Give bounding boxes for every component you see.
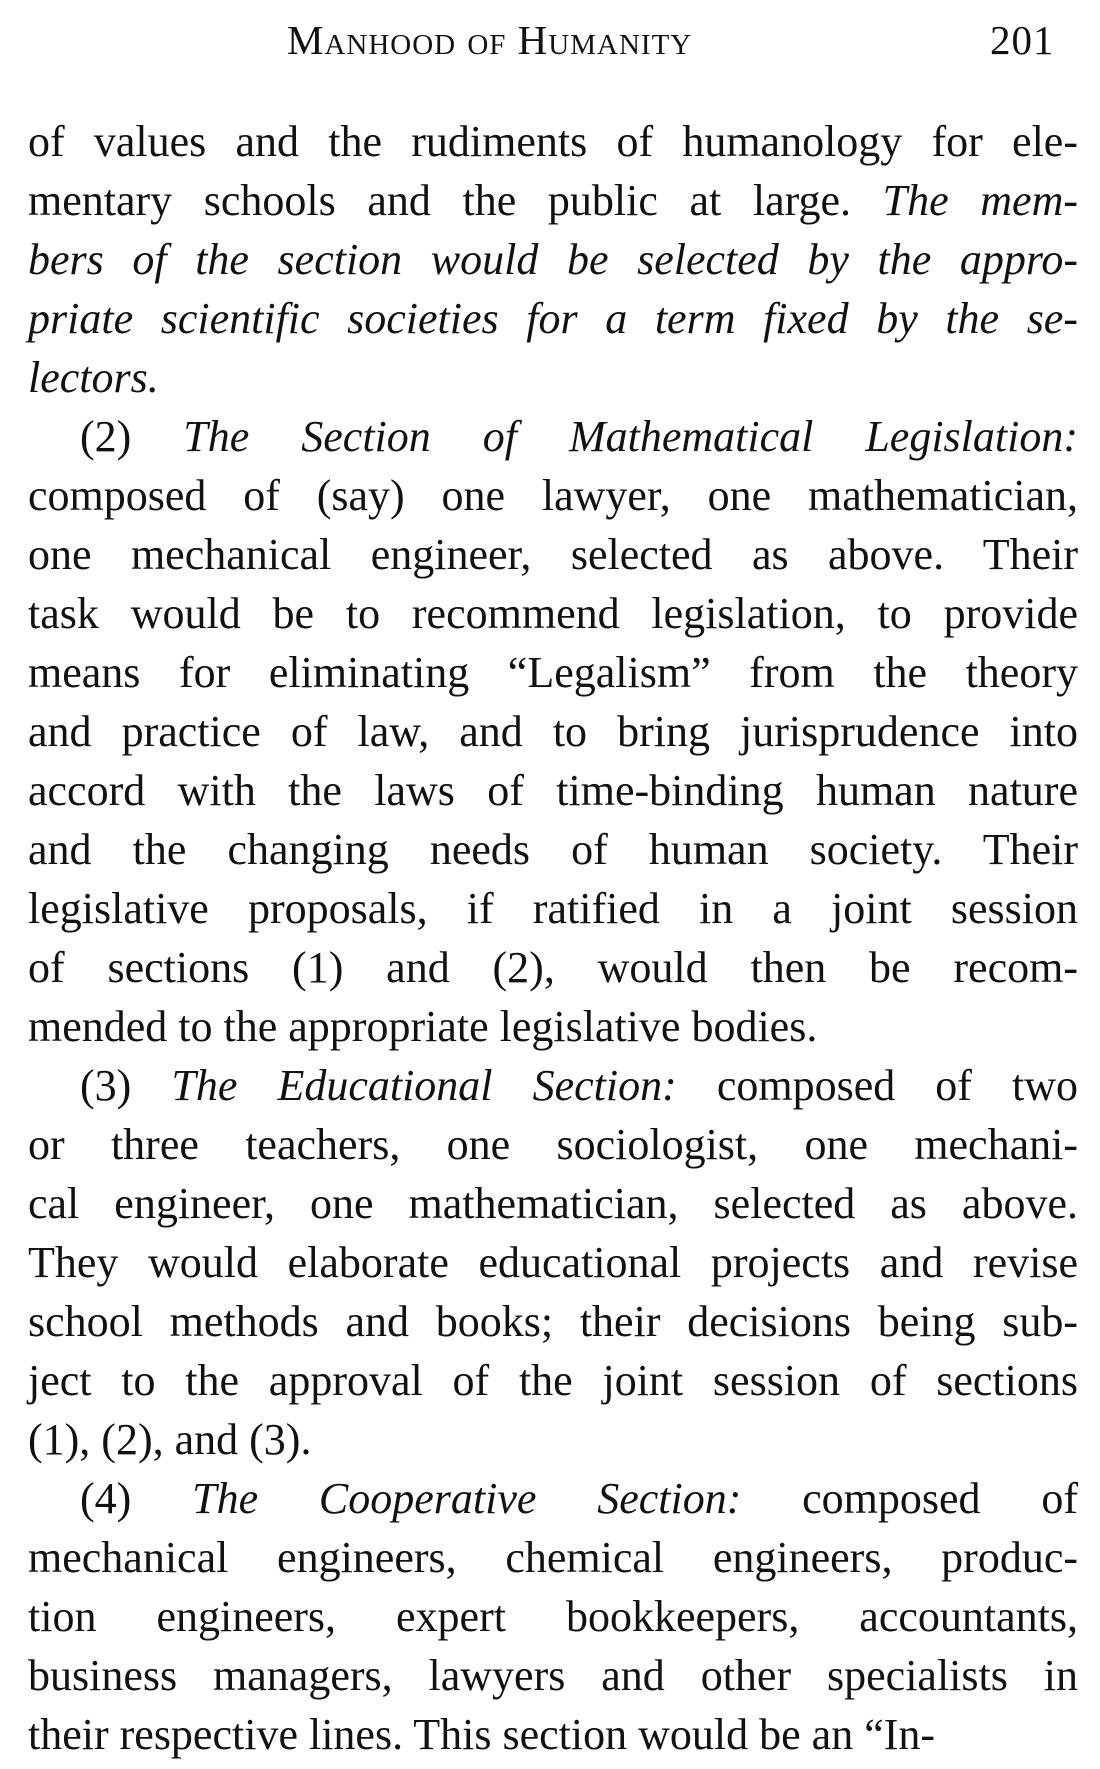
text-line (28, 289, 1078, 348)
text-run: task would be to recommend legislation, to provide (28, 589, 1078, 638)
text-line (28, 1528, 1078, 1587)
text-run: (3) (80, 1061, 172, 1110)
text-line (28, 702, 1078, 761)
italic-text: bers of the section would be selected by the appro- (28, 235, 1078, 284)
paragraph (28, 1056, 1078, 1469)
text-run: their respective lines. This section would be an “In- (28, 1710, 936, 1759)
text-line (28, 1233, 1078, 1292)
text-line (28, 761, 1078, 820)
text-line (28, 879, 1078, 938)
text-run: (2) (80, 412, 184, 461)
text-line (28, 1587, 1078, 1646)
text-run: school methods and books; their decisions being sub- (28, 1297, 1078, 1346)
page-body (28, 112, 1078, 1764)
text-line (28, 643, 1078, 702)
text-line (28, 1410, 1078, 1469)
text-run: composed of two (676, 1061, 1078, 1110)
text-line (28, 1115, 1078, 1174)
text-line (28, 1056, 1078, 1115)
text-line (28, 1646, 1078, 1705)
text-run: mended to the appropriate legislative bodies. (28, 1002, 818, 1051)
text-line (28, 171, 1078, 230)
text-run: of sections (1) and (2), would then be recom- (28, 943, 1078, 992)
text-run: mechanical engineers, chemical engineers, produc- (28, 1533, 1078, 1582)
text-run: of values and the rudiments of humanology for ele- (28, 117, 1078, 166)
text-line (28, 820, 1078, 879)
text-line (28, 348, 1078, 407)
text-run: ject to the approval of the joint session of sections (28, 1356, 1078, 1405)
text-run: and practice of law, and to bring jurisprudence into (28, 707, 1078, 756)
text-run: tion engineers, expert bookkeepers, accountants, (28, 1592, 1078, 1641)
text-line (28, 1469, 1078, 1528)
italic-text: lectors. (28, 353, 159, 402)
text-run: business managers, lawyers and other specialists in (28, 1651, 1078, 1700)
text-run: composed of (say) one lawyer, one mathematician, (28, 471, 1078, 520)
text-run: mentary schools and the public at large. (28, 176, 883, 225)
italic-text: priate scientific societies for a term fixed by the se- (28, 294, 1078, 343)
text-line (28, 1174, 1078, 1233)
text-run: legislative proposals, if ratified in a joint session (28, 884, 1078, 933)
text-run: means for eliminating “Legalism” from the theory (28, 648, 1078, 697)
italic-text: The Educational Section: (171, 1061, 677, 1110)
text-line (28, 525, 1078, 584)
text-run: or three teachers, one sociologist, one mechani- (28, 1120, 1078, 1169)
running-title: Manhood of Humanity (287, 17, 693, 63)
text-run: and the changing needs of human society. Their (28, 825, 1078, 874)
italic-text: The mem- (882, 176, 1078, 225)
text-line (28, 466, 1078, 525)
text-run: (4) (80, 1474, 193, 1523)
page-number: 201 (990, 17, 1055, 63)
text-line (28, 112, 1078, 171)
text-run: They would elaborate educational projects and revise (28, 1238, 1078, 1287)
paragraph (28, 112, 1078, 407)
text-line (28, 584, 1078, 643)
text-run: composed of (741, 1474, 1078, 1523)
text-line (28, 938, 1078, 997)
text-line (28, 407, 1078, 466)
text-line (28, 1351, 1078, 1410)
text-run: accord with the laws of time-binding human nature (28, 766, 1078, 815)
italic-text: The Cooperative Section: (192, 1474, 742, 1523)
text-line (28, 997, 1078, 1056)
text-line (28, 230, 1078, 289)
paragraph (28, 1469, 1078, 1764)
page-header (0, 16, 1100, 70)
italic-text: The Section of Mathematical Legislation: (183, 412, 1079, 461)
text-line (28, 1292, 1078, 1351)
text-run: (1), (2), and (3). (28, 1415, 312, 1464)
text-run: one mechanical engineer, selected as above. Their (28, 530, 1078, 579)
paragraph (28, 407, 1078, 1056)
text-line (28, 1705, 1078, 1764)
text-run: cal engineer, one mathematician, selected as above. (28, 1179, 1078, 1228)
